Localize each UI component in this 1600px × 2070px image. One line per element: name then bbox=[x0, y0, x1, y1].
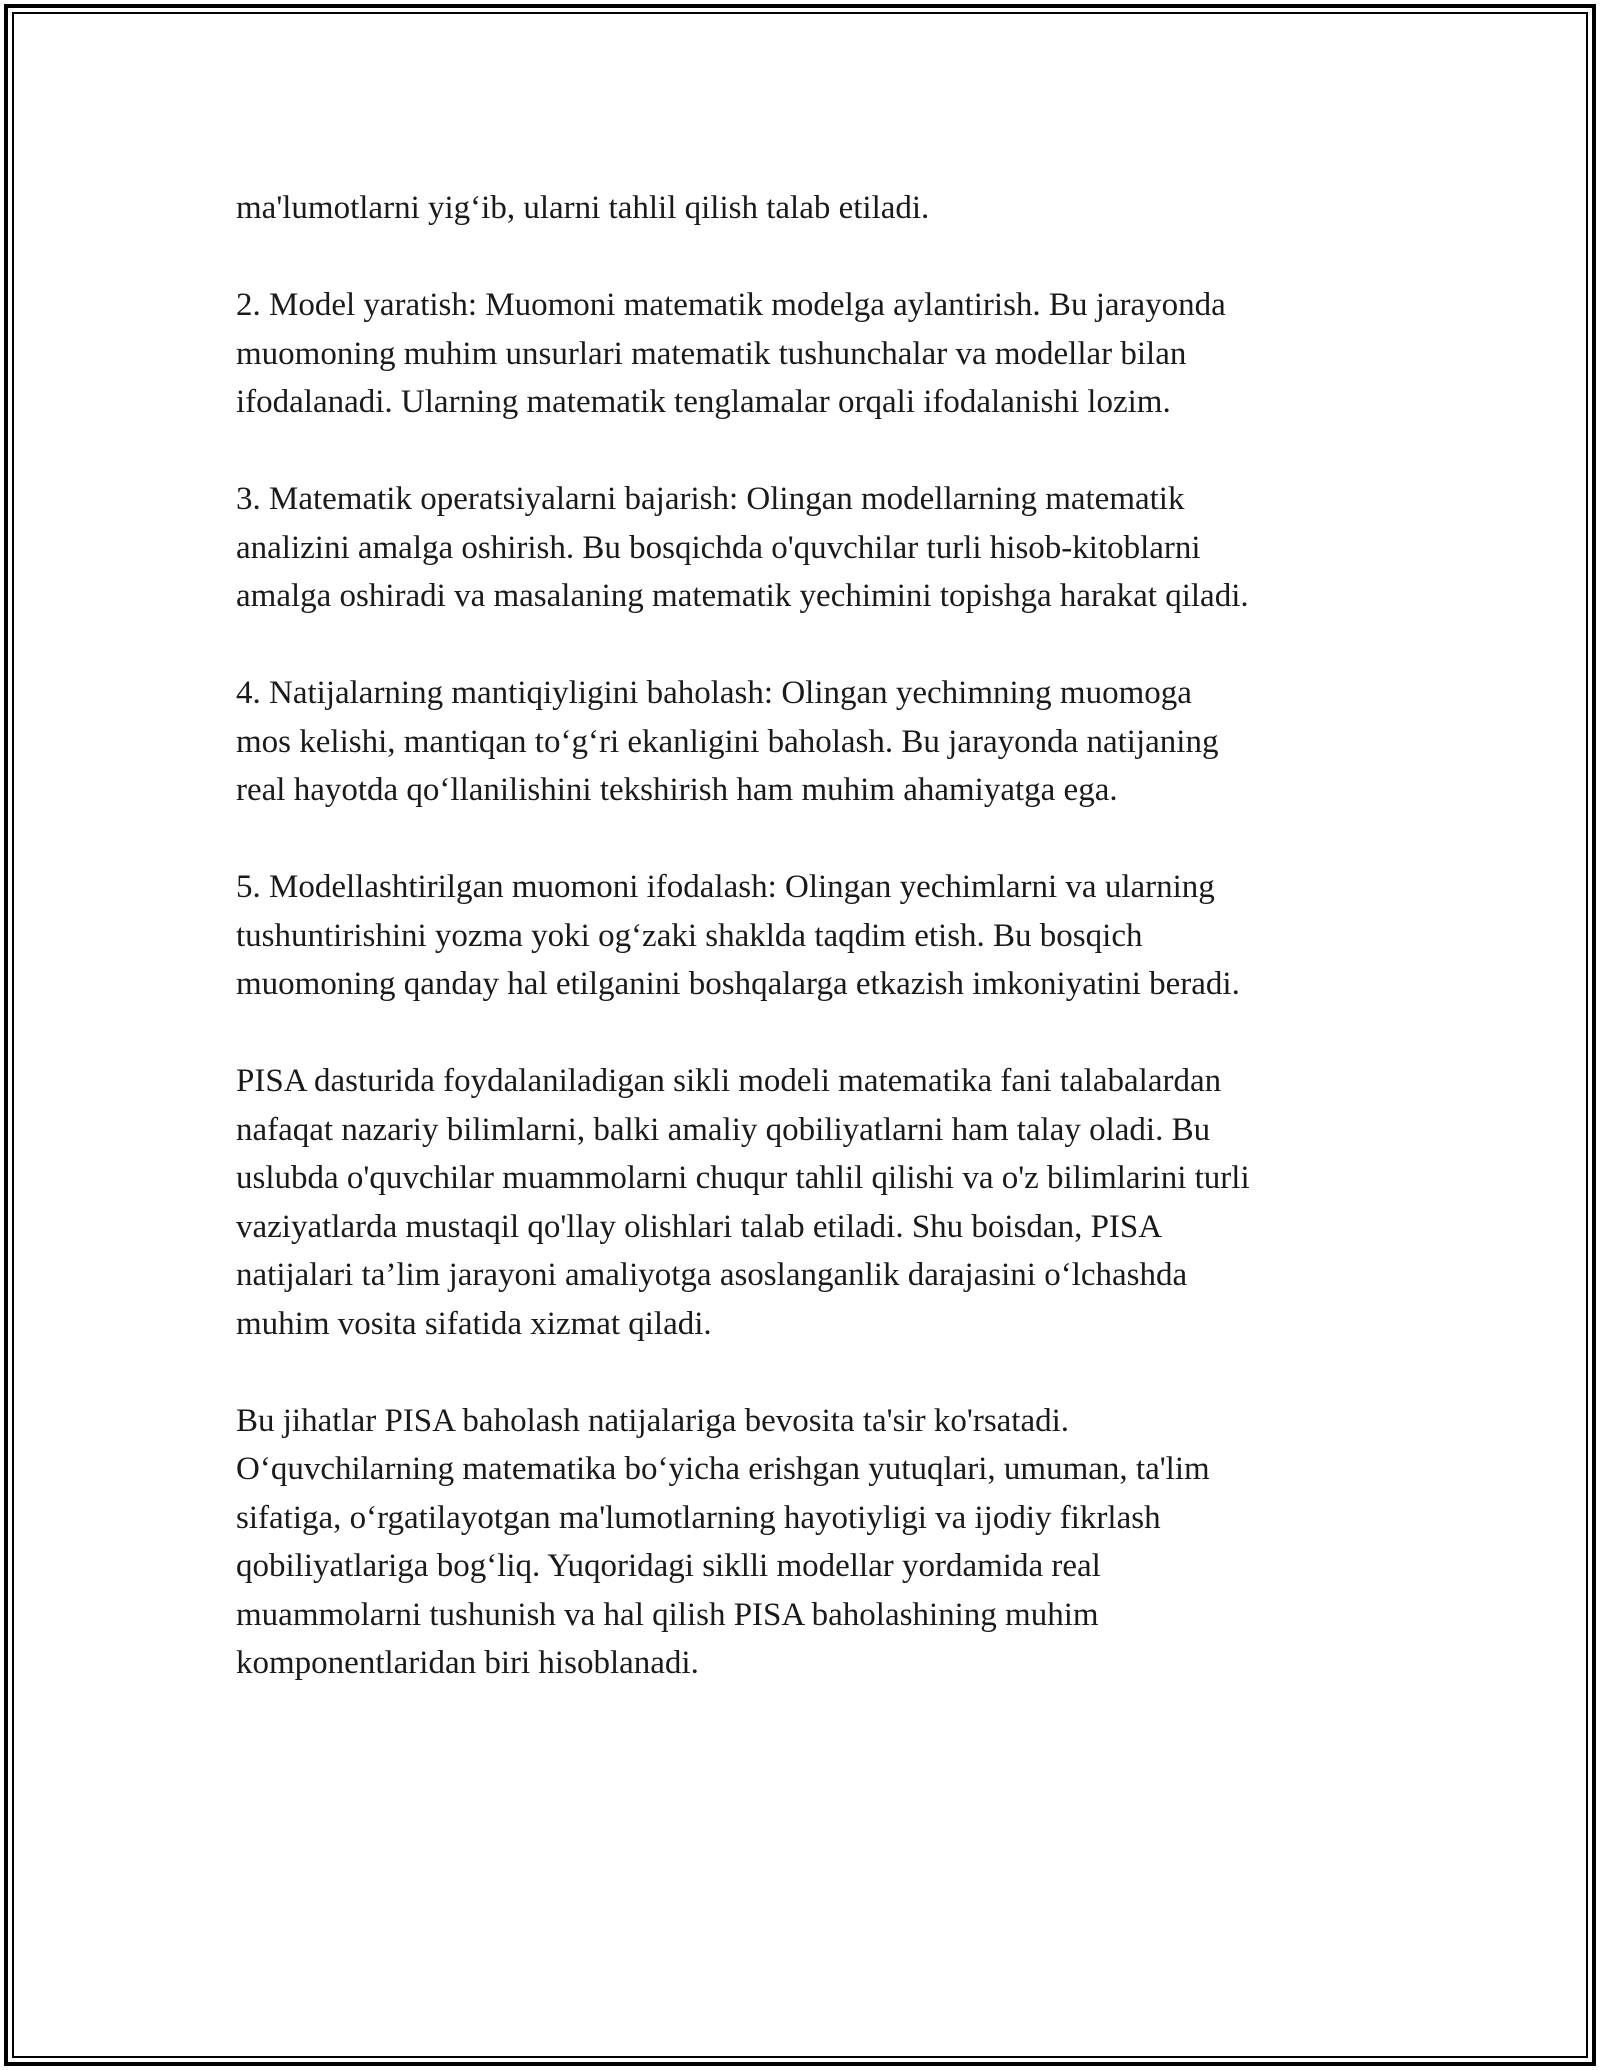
text-line: 2. Model yaratish: Muomoni matematik modelga aylantirish. Bu jarayonda bbox=[236, 287, 1226, 323]
text-line: ifodalanadi. Ularning matematik tenglamalar orqali ifodalanishi lozim. bbox=[236, 384, 1171, 420]
paragraph-pisa-model bbox=[236, 1057, 1376, 1348]
paragraph-step-5 bbox=[236, 863, 1376, 1009]
text-line: mos kelishi, mantiqan to‘g‘ri ekanligini baholash. Bu jarayonda natijaning bbox=[236, 723, 1219, 760]
text-line: 3. Matematik operatsiyalarni bajarish: Olingan modellarning matematik bbox=[236, 481, 1185, 517]
text-line: uslubda o'quvchilar muammolarni chuqur tahlil qilishi va o'z bilimlarini turli bbox=[236, 1160, 1250, 1196]
paragraph-continuation bbox=[236, 184, 1376, 233]
document-body bbox=[236, 184, 1376, 1736]
text-line: natijalari ta’lim jarayoni amaliyotga asoslanganlik darajasini o‘lchashda bbox=[236, 1257, 1188, 1293]
text-line: sifatiga, o‘rgatilayotgan ma'lumotlarning hayotiyligi va ijodiy fikrlash bbox=[236, 1499, 1161, 1536]
text-line: O‘quvchilarning matematika bo‘yicha erishgan yutuqlari, umuman, ta'lim bbox=[236, 1451, 1210, 1487]
text-line: 5. Modellashtirilgan muomoni ifodalash: Olingan yechimlarni va ularning bbox=[236, 869, 1215, 905]
paragraph-step-2 bbox=[236, 281, 1376, 427]
text-line: komponentlaridan biri hisoblanadi. bbox=[236, 1645, 699, 1681]
text-line: nafaqat nazariy bilimlarni, balki amaliy qobiliyatlarni ham talay oladi. Bu bbox=[236, 1111, 1211, 1148]
text-line: tushuntirishini yozma yoki og‘zaki shakldа taqdim etish. Bu bosqich bbox=[236, 917, 1143, 954]
text-line: amalga oshiradi va masalaning matematik yechimini topishga harakat qiladi. bbox=[236, 578, 1249, 614]
text-line: muhim vosita sifatida xizmat qiladi. bbox=[236, 1305, 712, 1342]
paragraph-step-3 bbox=[236, 475, 1376, 621]
text-line: muammolarni tushunish va hal qilish PISA baholashining muhim bbox=[236, 1596, 1099, 1633]
text-line: PISA dasturida foydalaniladigan sikli modeli matematika fani talabalardan bbox=[236, 1063, 1222, 1099]
text-line: analizini amalga oshirish. Bu bosqichda o'quvchilar turli hisob-kitoblarni bbox=[236, 529, 1201, 566]
text-line: ma'lumotlarni yig‘ib, ularni tahlil qilish talab etiladi. bbox=[236, 190, 930, 226]
text-line: vaziyatlarda mustaqil qo'llay olishlari talab etiladi. Shu boisdan, PISA bbox=[236, 1208, 1163, 1245]
text-line: muomoning qanday hal etilganini boshqalarga etkazish imkoniyatini beradi. bbox=[236, 966, 1240, 1002]
paragraph-step-4 bbox=[236, 669, 1376, 815]
text-line: qobiliyatlariga bog‘liq. Yuqoridagi siklli modellar yordamida real bbox=[236, 1548, 1101, 1584]
text-line: Bu jihatlar PISA baholash natijalariga bevosita ta'sir ko'rsatadi. bbox=[236, 1402, 1070, 1439]
text-line: real hayotda qo‘llanilishini tekshirish ham muhim ahamiyatga ega. bbox=[236, 772, 1118, 808]
text-line: 4. Natijalarning mantiqiyligini baholash: Olingan yechimning muomoga bbox=[236, 675, 1192, 711]
text-line: muomoning muhim unsurlari matematik tushunchalar va modellar bilan bbox=[236, 335, 1187, 372]
paragraph-conclusion bbox=[236, 1397, 1376, 1688]
